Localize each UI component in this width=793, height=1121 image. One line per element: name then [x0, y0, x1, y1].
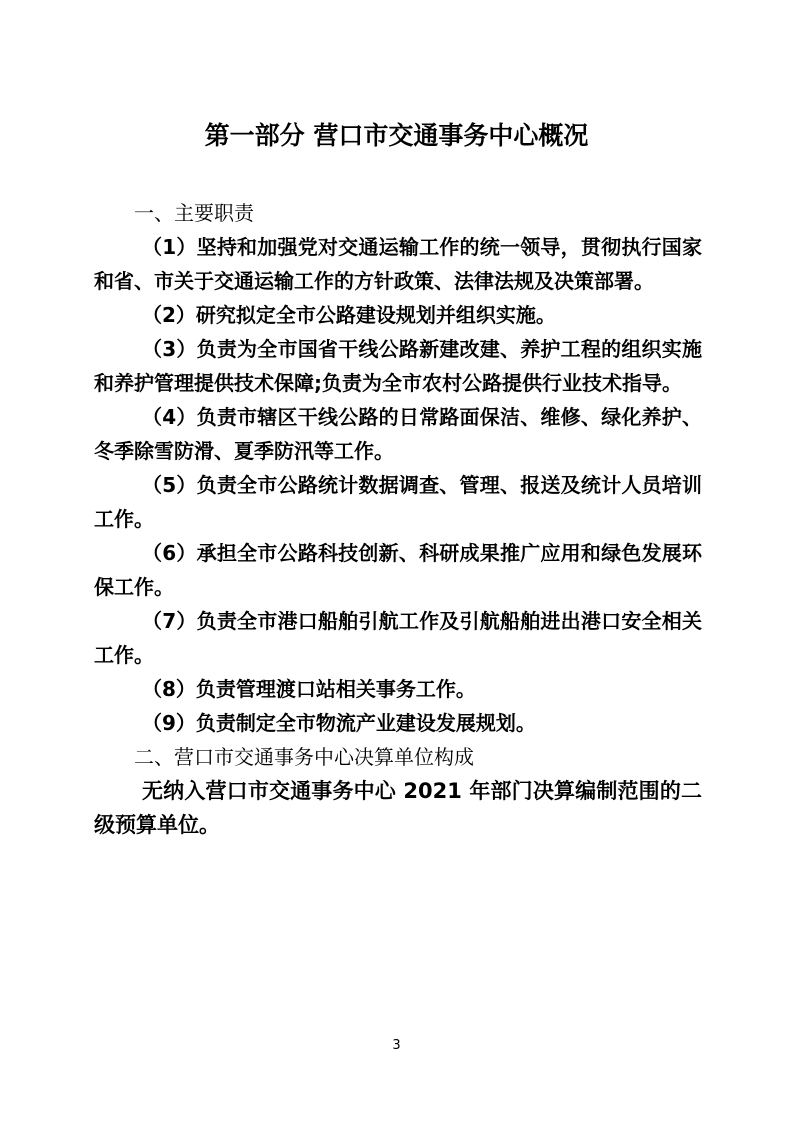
duty-item-3: （3）负责为全市国省干线公路新建改建、养护工程的组织实施和养护管理提供技术保障;负责为全市农村公路提供行业技术指导。: [94, 337, 702, 395]
page-title: 第一部分 营口市交通事务中心概况: [204, 121, 589, 150]
section-heading-duties: 一、主要职责: [134, 201, 254, 225]
duty-item-5: （5）负责全市公路统计数据调查、管理、报送及统计人员培训工作。: [94, 473, 702, 531]
duty-item-8: （8）负责管理渡口站相关事务工作。: [142, 677, 476, 701]
duty-item-9: （9）负责制定全市物流产业建设发展规划。: [142, 711, 536, 735]
duty-item-4: （4）负责市辖区干线公路的日常路面保洁、维修、绿化养护、冬季除雪防滑、夏季防汛等工作。: [94, 405, 702, 463]
duty-item-1: （1）坚持和加强党对交通运输工作的统一领导，贯彻执行国家和省、市关于交通运输工作的方针政策、法律法规及决策部署。: [94, 235, 702, 293]
units-statement: 无纳入营口市交通事务中心 2021 年部门决算编制范围的二级预算单位。: [94, 779, 702, 837]
document-body: [94, 196, 702, 842]
duty-item-2: （2）研究拟定全市公路建设规划并组织实施。: [142, 303, 556, 327]
duty-item-7: （7）负责全市港口船舶引航工作及引航船舶进出港口安全相关工作。: [94, 609, 702, 667]
page-number: 3: [392, 1038, 401, 1053]
duty-item-6: （6）承担全市公路科技创新、科研成果推广应用和绿色发展环保工作。: [94, 541, 702, 599]
section-heading-units: 二、营口市交通事务中心决算单位构成: [134, 745, 474, 769]
